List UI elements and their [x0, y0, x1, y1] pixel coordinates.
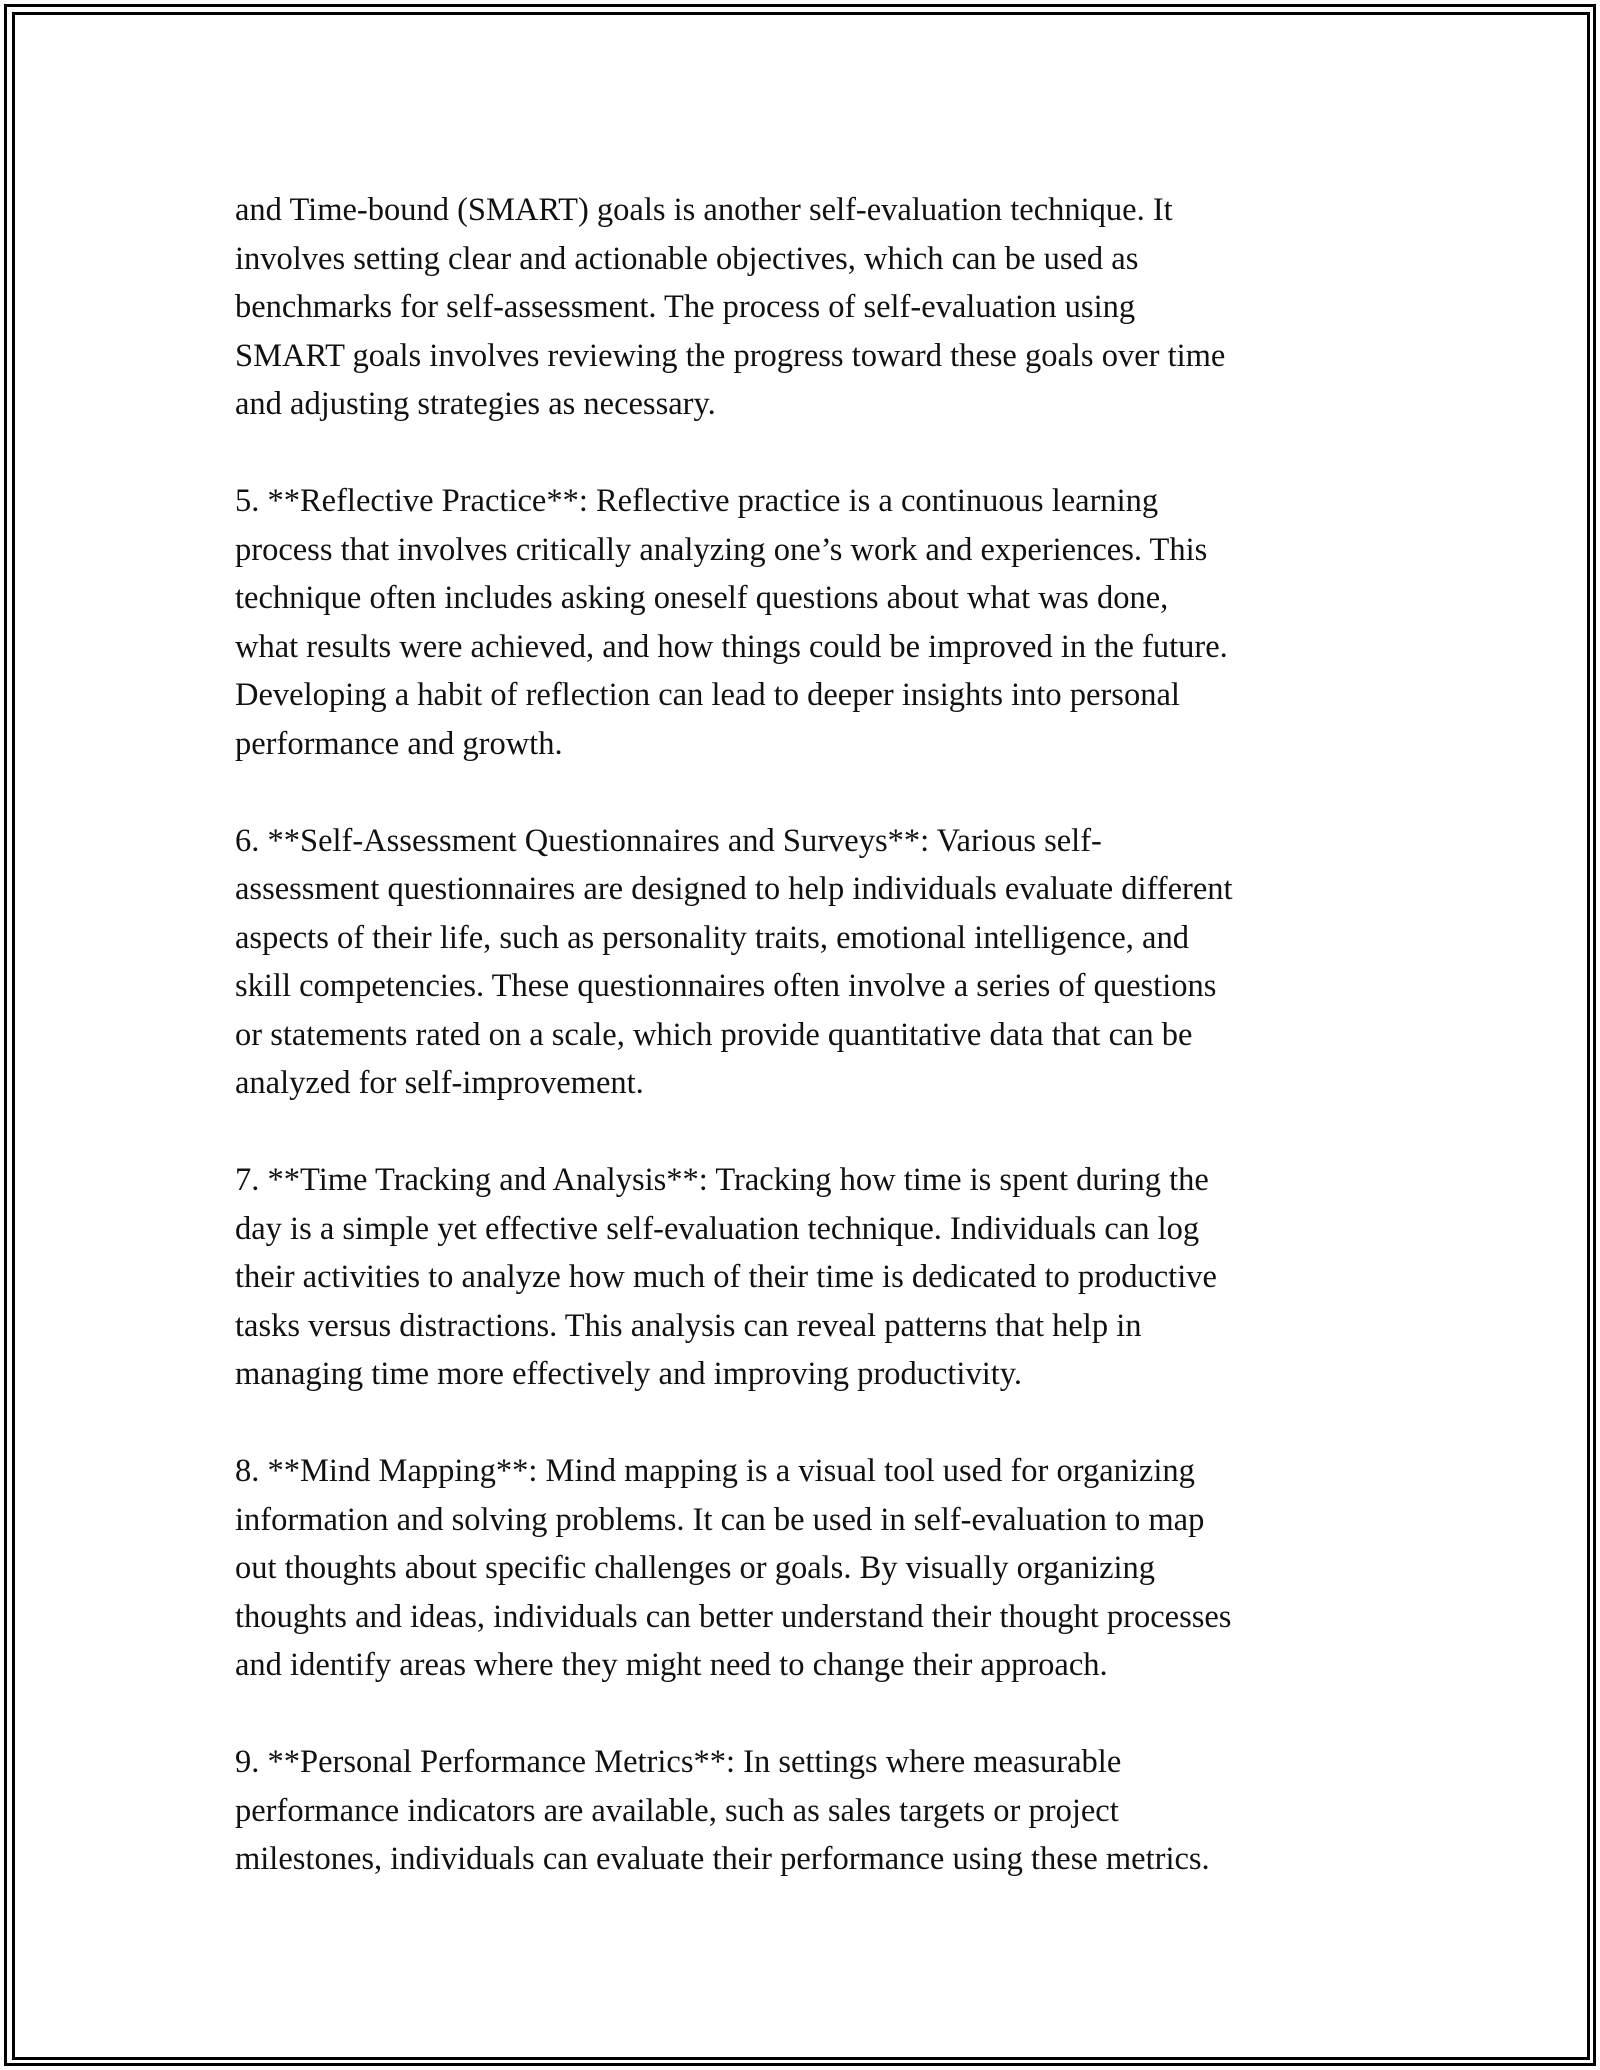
- document-body: [235, 186, 1395, 1884]
- paragraph-mind-mapping: 8. **Mind Mapping**: Mind mapping is a visual tool used for organizing information and solving problems. It can be used in self-evaluation to map out thoughts about specific challenges or goals. By visually organizing thoughts and ideas, individuals can better understand their thought processes and identify areas where they might need to change their approach.: [235, 1453, 1232, 1683]
- paragraph-reflective-practice: 5. **Reflective Practice**: Reflective practice is a continuous learning process that involves critically analyzing one’s work and experiences. This technique often includes asking oneself questions about what was done, what results were achieved, and how things could be improved in the future. Developing a habit of reflection can lead to deeper insights into personal performance and growth.: [235, 483, 1228, 762]
- paragraph-time-tracking: 7. **Time Tracking and Analysis**: Tracking how time is spent during the day is a simple yet effective self-evaluation technique. Individuals can log their activities to analyze how much of their time is dedicated to productive tasks versus distractions. This analysis can reveal patterns that help in managing time more effectively and improving productivity.: [235, 1162, 1217, 1392]
- paragraph-self-assessment-questionnaires: 6. **Self-Assessment Questionnaires and Surveys**: Various self- assessment questionnaires are designed to help individuals evaluate different aspects of their life, such as personality traits, emotional intelligence, and skill competencies. These questionnaires often involve a series of questions or statements rated on a scale, which provide quantitative data that can be analyzed for self-improvement.: [235, 822, 1233, 1101]
- paragraph-performance-metrics: 9. **Personal Performance Metrics**: In settings where measurable performance indicators are available, such as sales targets or project milestones, individuals can evaluate their performance using these metrics.: [235, 1744, 1210, 1877]
- paragraph-smart-goals-continued: and Time-bound (SMART) goals is another self-evaluation technique. It involves setting clear and actionable objectives, which can be used as benchmarks for self-assessment. The process of self-evaluation using SMART goals involves reviewing the progress toward these goals over time and adjusting strategies as necessary.: [235, 192, 1226, 422]
